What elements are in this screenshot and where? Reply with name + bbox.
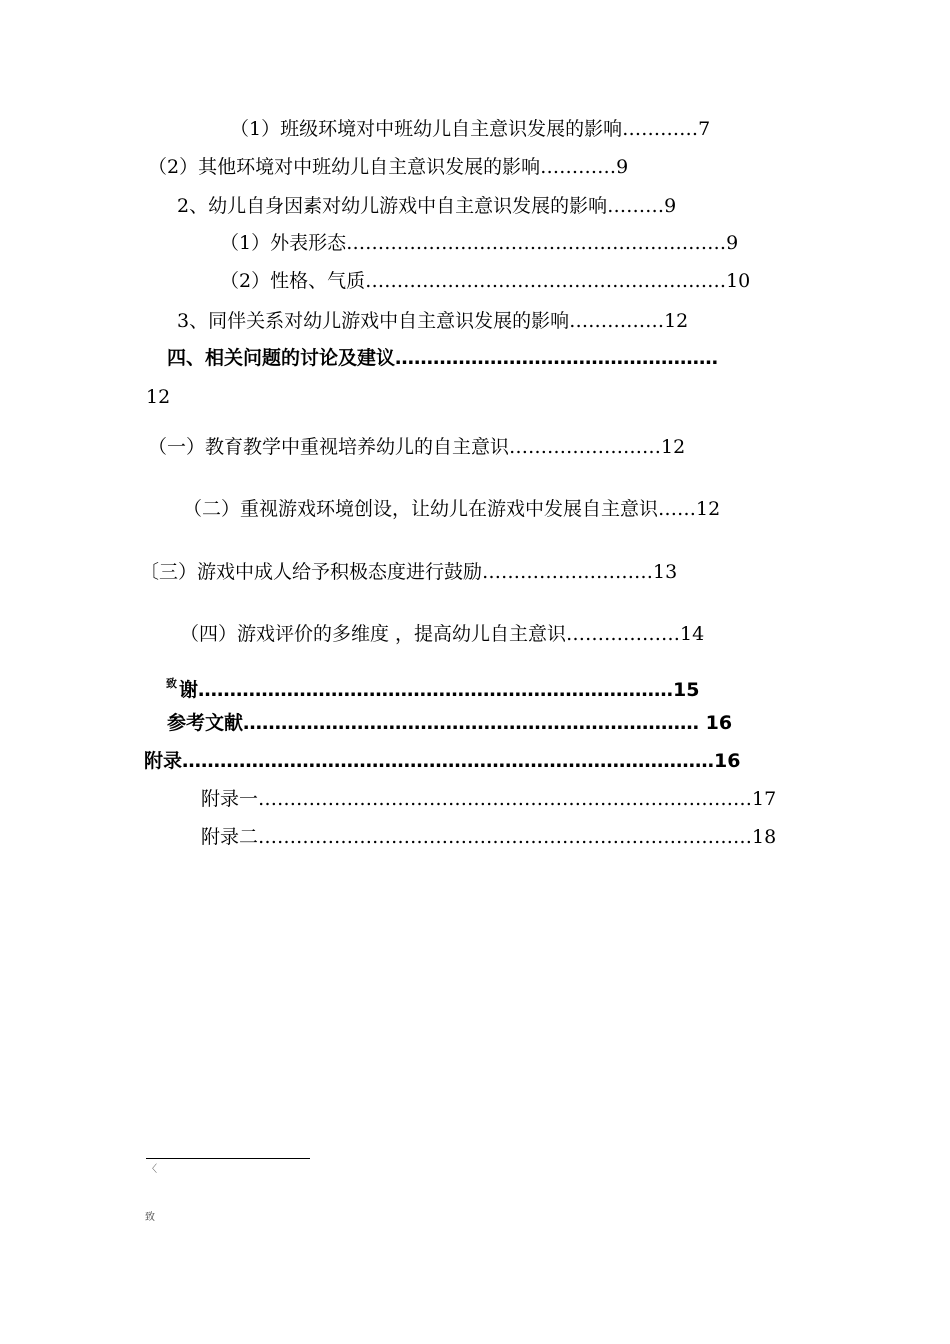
toc-entry-appendix[interactable]: 附录…………………………………………………………………………16 [144, 750, 741, 772]
toc-entry-game-environment[interactable]: （二）重视游戏环境创设，让幼儿在游戏中发展自主意识……12 [183, 498, 721, 520]
toc-entry-discussion[interactable]: 四、相关问题的讨论及建议…………………………………………… [167, 347, 719, 369]
toc-entry-class-environment[interactable]: （1）班级环境对中班幼儿自主意识发展的影响…………7 [230, 118, 711, 140]
toc-entry-other-environment[interactable]: （2）其他环境对中班幼儿自主意识发展的影响…………9 [148, 156, 629, 178]
toc-entry-self-factors[interactable]: 2、幼儿自身因素对幼儿游戏中自主意识发展的影响………9 [177, 195, 677, 217]
toc-entry-appendix-1[interactable]: 附录一……………………………………………………………………17 [201, 788, 777, 810]
superscript-mark: 致 [166, 677, 177, 690]
toc-entry-education[interactable]: （一）教育教学中重视培养幼儿的自主意识……………………12 [148, 436, 686, 458]
footnote-separator [146, 1158, 310, 1159]
toc-entry-peer-relations[interactable]: 3、同伴关系对幼儿游戏中自主意识发展的影响……………12 [177, 310, 689, 332]
toc-entry-acknowledgement[interactable] [166, 671, 699, 703]
toc-entry-appendix-2[interactable]: 附录二……………………………………………………………………18 [201, 826, 777, 848]
toc-entry-references[interactable]: 参考文献……………………………………………………………… 16 [167, 712, 733, 734]
toc-page-number-wrapped: 12 [146, 386, 171, 408]
toc-entry-personality[interactable]: （2）性格、气质…………………………………………………10 [220, 270, 751, 292]
toc-entry-adult-encouragement[interactable]: 〔三）游戏中成人给予积极态度进行鼓励………………………13 [140, 561, 678, 583]
toc-entry-acknowledgement-label: 谢…………………………………………………………………15 [179, 679, 700, 701]
toc-entry-appearance[interactable]: （1）外表形态……………………………………………………9 [220, 232, 739, 254]
toc-entry-evaluation[interactable]: （四）游戏评价的多维度 ，提高幼儿自主意识………………14 [180, 623, 705, 645]
footnote-mark: 〈 [147, 1164, 157, 1175]
footnote-text: 致 [145, 1212, 155, 1223]
